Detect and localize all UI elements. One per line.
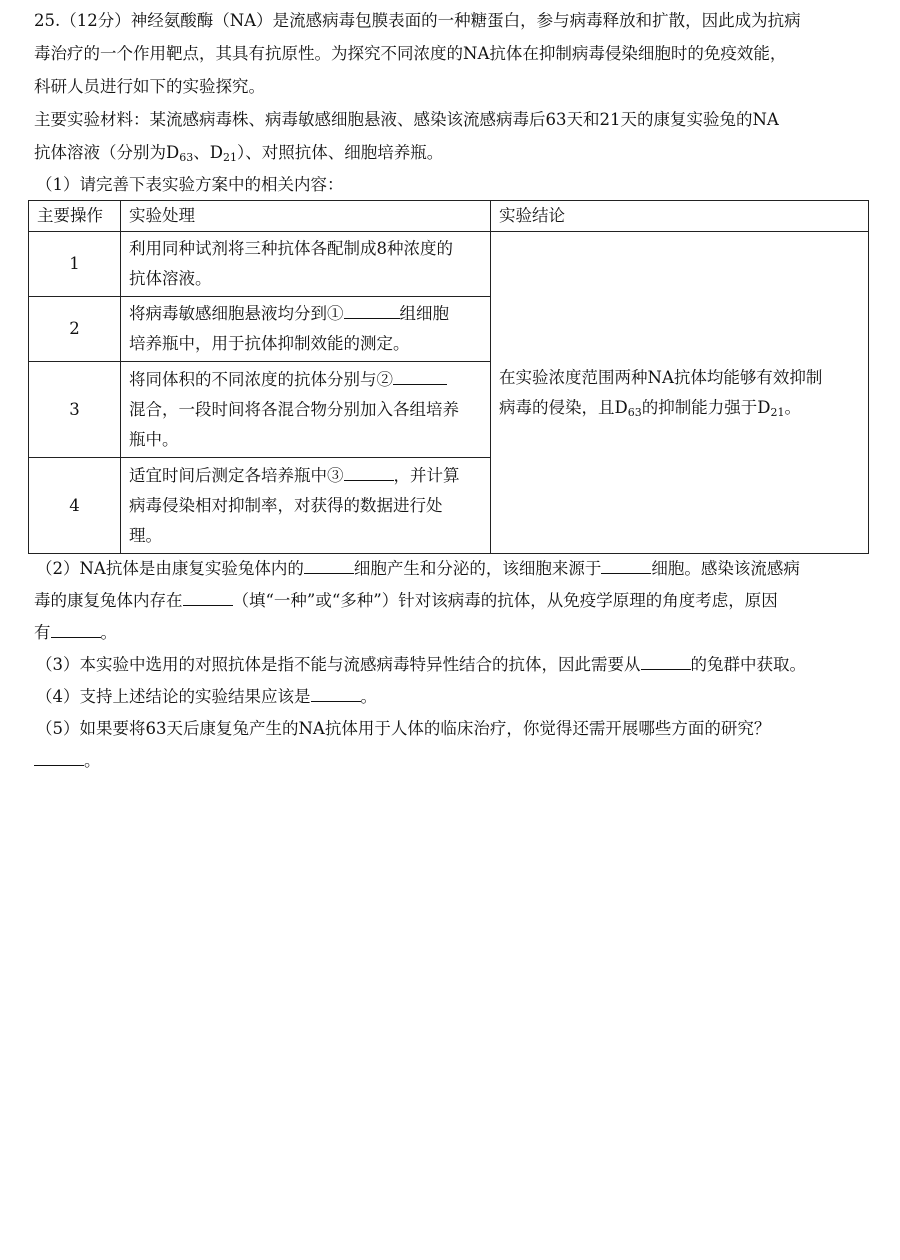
- treatment-text: 适宜时间后测定各培养瓶中③: [129, 465, 344, 485]
- step-treatment: [121, 297, 491, 362]
- part-1-prompt: [36, 174, 344, 196]
- answer-blank[interactable]: [183, 591, 233, 606]
- step-treatment: [121, 362, 491, 458]
- conclusion-text: 的抑制能力强于D: [641, 397, 771, 417]
- part-5-line-2: [34, 750, 101, 772]
- part-2-text: （2）NA抗体是由康复实验兔体内的: [36, 559, 304, 578]
- part-2-line-1: [36, 558, 800, 580]
- part-4-line: [36, 686, 377, 708]
- part-3-text: 的兔群中获取。: [690, 655, 806, 674]
- experiment-table: [28, 200, 869, 554]
- question-text: 毒治疗的一个作用靶点，其具有抗原性。为探究不同浓度的NA抗体在抑制病毒侵染细胞时的免疫效能，: [34, 44, 787, 63]
- answer-blank[interactable]: [641, 655, 691, 670]
- treatment-text: 瓶中。: [129, 429, 179, 449]
- subscript: 21: [222, 151, 237, 164]
- answer-blank[interactable]: [311, 687, 361, 702]
- treatment-line: [129, 461, 482, 491]
- part-5-line-1: [36, 718, 770, 740]
- step-treatment: [121, 232, 491, 297]
- part-2-text: （填“一种”或“多种”）针对该病毒的抗体，从免疫学原理的角度考虑，原因: [232, 591, 778, 610]
- conclusion-text: 。: [784, 397, 801, 417]
- part-2-line-2: [34, 590, 778, 612]
- materials-line-2: [34, 142, 443, 164]
- part-4-text: 。: [360, 687, 377, 706]
- materials-text: 抗体溶液（分别为D: [34, 143, 180, 162]
- step-number: 3: [29, 362, 121, 458]
- step-number: 2: [29, 297, 121, 362]
- treatment-text: 组细胞: [399, 304, 449, 323]
- conclusion-text: 病毒的侵染，且D: [499, 397, 628, 417]
- part-2-line-3: [34, 622, 117, 644]
- treatment-text: 病毒侵染相对抑制率，对获得的数据进行处: [129, 495, 443, 515]
- header-treatment: 实验处理: [121, 201, 491, 232]
- treatment-text: 将同体积的不同浓度的抗体分别与②: [129, 369, 393, 389]
- answer-blank-1[interactable]: [344, 304, 400, 319]
- part-2-text: 毒的康复兔体内存在: [34, 591, 183, 610]
- part-3-text: （3）本实验中选用的对照抗体是指不能与流感病毒特异性结合的抗体，因此需要从: [36, 655, 641, 674]
- part-5-text: 。: [84, 751, 101, 770]
- subscript: 63: [627, 405, 642, 419]
- conclusion-text: 在实验浓度范围两种NA抗体均能够有效抑制: [499, 367, 823, 387]
- treatment-text: ，并计算: [393, 465, 460, 485]
- materials-text: 、D: [193, 143, 223, 162]
- materials-text: ）、对照抗体、细胞培养瓶。: [236, 143, 444, 162]
- header-operation: 主要操作: [29, 201, 121, 232]
- part-4-text: （4）支持上述结论的实验结果应该是: [36, 687, 311, 706]
- answer-blank[interactable]: [601, 559, 651, 574]
- treatment-text: 混合，一段时间将各混合物分别加入各组培养: [129, 399, 459, 419]
- answer-blank[interactable]: [51, 623, 101, 638]
- part-3-line: [36, 654, 806, 676]
- part-2-text: 细胞产生和分泌的，该细胞来源于: [353, 559, 602, 578]
- step-treatment: [121, 458, 491, 554]
- question-line-2: [34, 43, 786, 65]
- subscript: 21: [770, 405, 785, 419]
- table-header-row: [29, 201, 869, 232]
- subscript: 63: [179, 151, 194, 164]
- part-2-text: 。: [100, 623, 117, 642]
- treatment-text: 培养瓶中，用于抗体抑制效能的测定。: [129, 334, 410, 353]
- question-line-3: [34, 76, 265, 98]
- conclusion-cell: [491, 232, 869, 554]
- question-line-1: [34, 10, 801, 32]
- question-text: 科研人员进行如下的实验探究。: [34, 77, 265, 96]
- conclusion-text-line-2: [499, 393, 860, 423]
- treatment-line: [129, 299, 482, 329]
- treatment-text: 理。: [129, 525, 162, 545]
- part-2-text: 细胞。感染该流感病: [651, 559, 800, 578]
- question-intro: 25.（12分）神经氨酸酶（NA）是流感病毒包膜表面的一种糖蛋白，参与病毒释放和扩散，因此成为抗病: [34, 11, 801, 30]
- step-number: 4: [29, 458, 121, 554]
- answer-blank[interactable]: [34, 751, 84, 766]
- part-2-text: 有: [34, 623, 51, 642]
- part-1-text: （1）请完善下表实验方案中的相关内容：: [36, 175, 344, 194]
- answer-blank-3[interactable]: [344, 466, 394, 481]
- materials-text: 主要实验材料：某流感病毒株、病毒敏感细胞悬液、感染该流感病毒后63天和21天的康复实验兔的NA: [34, 110, 779, 129]
- treatment-text: 抗体溶液。: [129, 269, 212, 288]
- answer-blank[interactable]: [304, 559, 354, 574]
- treatment-text: 利用同种试剂将三种抗体各配制成8种浓度的: [129, 239, 453, 258]
- treatment-text: 将病毒敏感细胞悬液均分到①: [129, 304, 344, 323]
- header-conclusion: 实验结论: [491, 201, 869, 232]
- step-number: 1: [29, 232, 121, 297]
- materials-line-1: [34, 109, 779, 131]
- part-5-text: （5）如果要将63天后康复兔产生的NA抗体用于人体的临床治疗，你觉得还需开展哪些方面的研究？: [36, 719, 771, 738]
- answer-blank-2[interactable]: [393, 370, 447, 385]
- treatment-line: [129, 365, 482, 395]
- table-row: [29, 232, 869, 297]
